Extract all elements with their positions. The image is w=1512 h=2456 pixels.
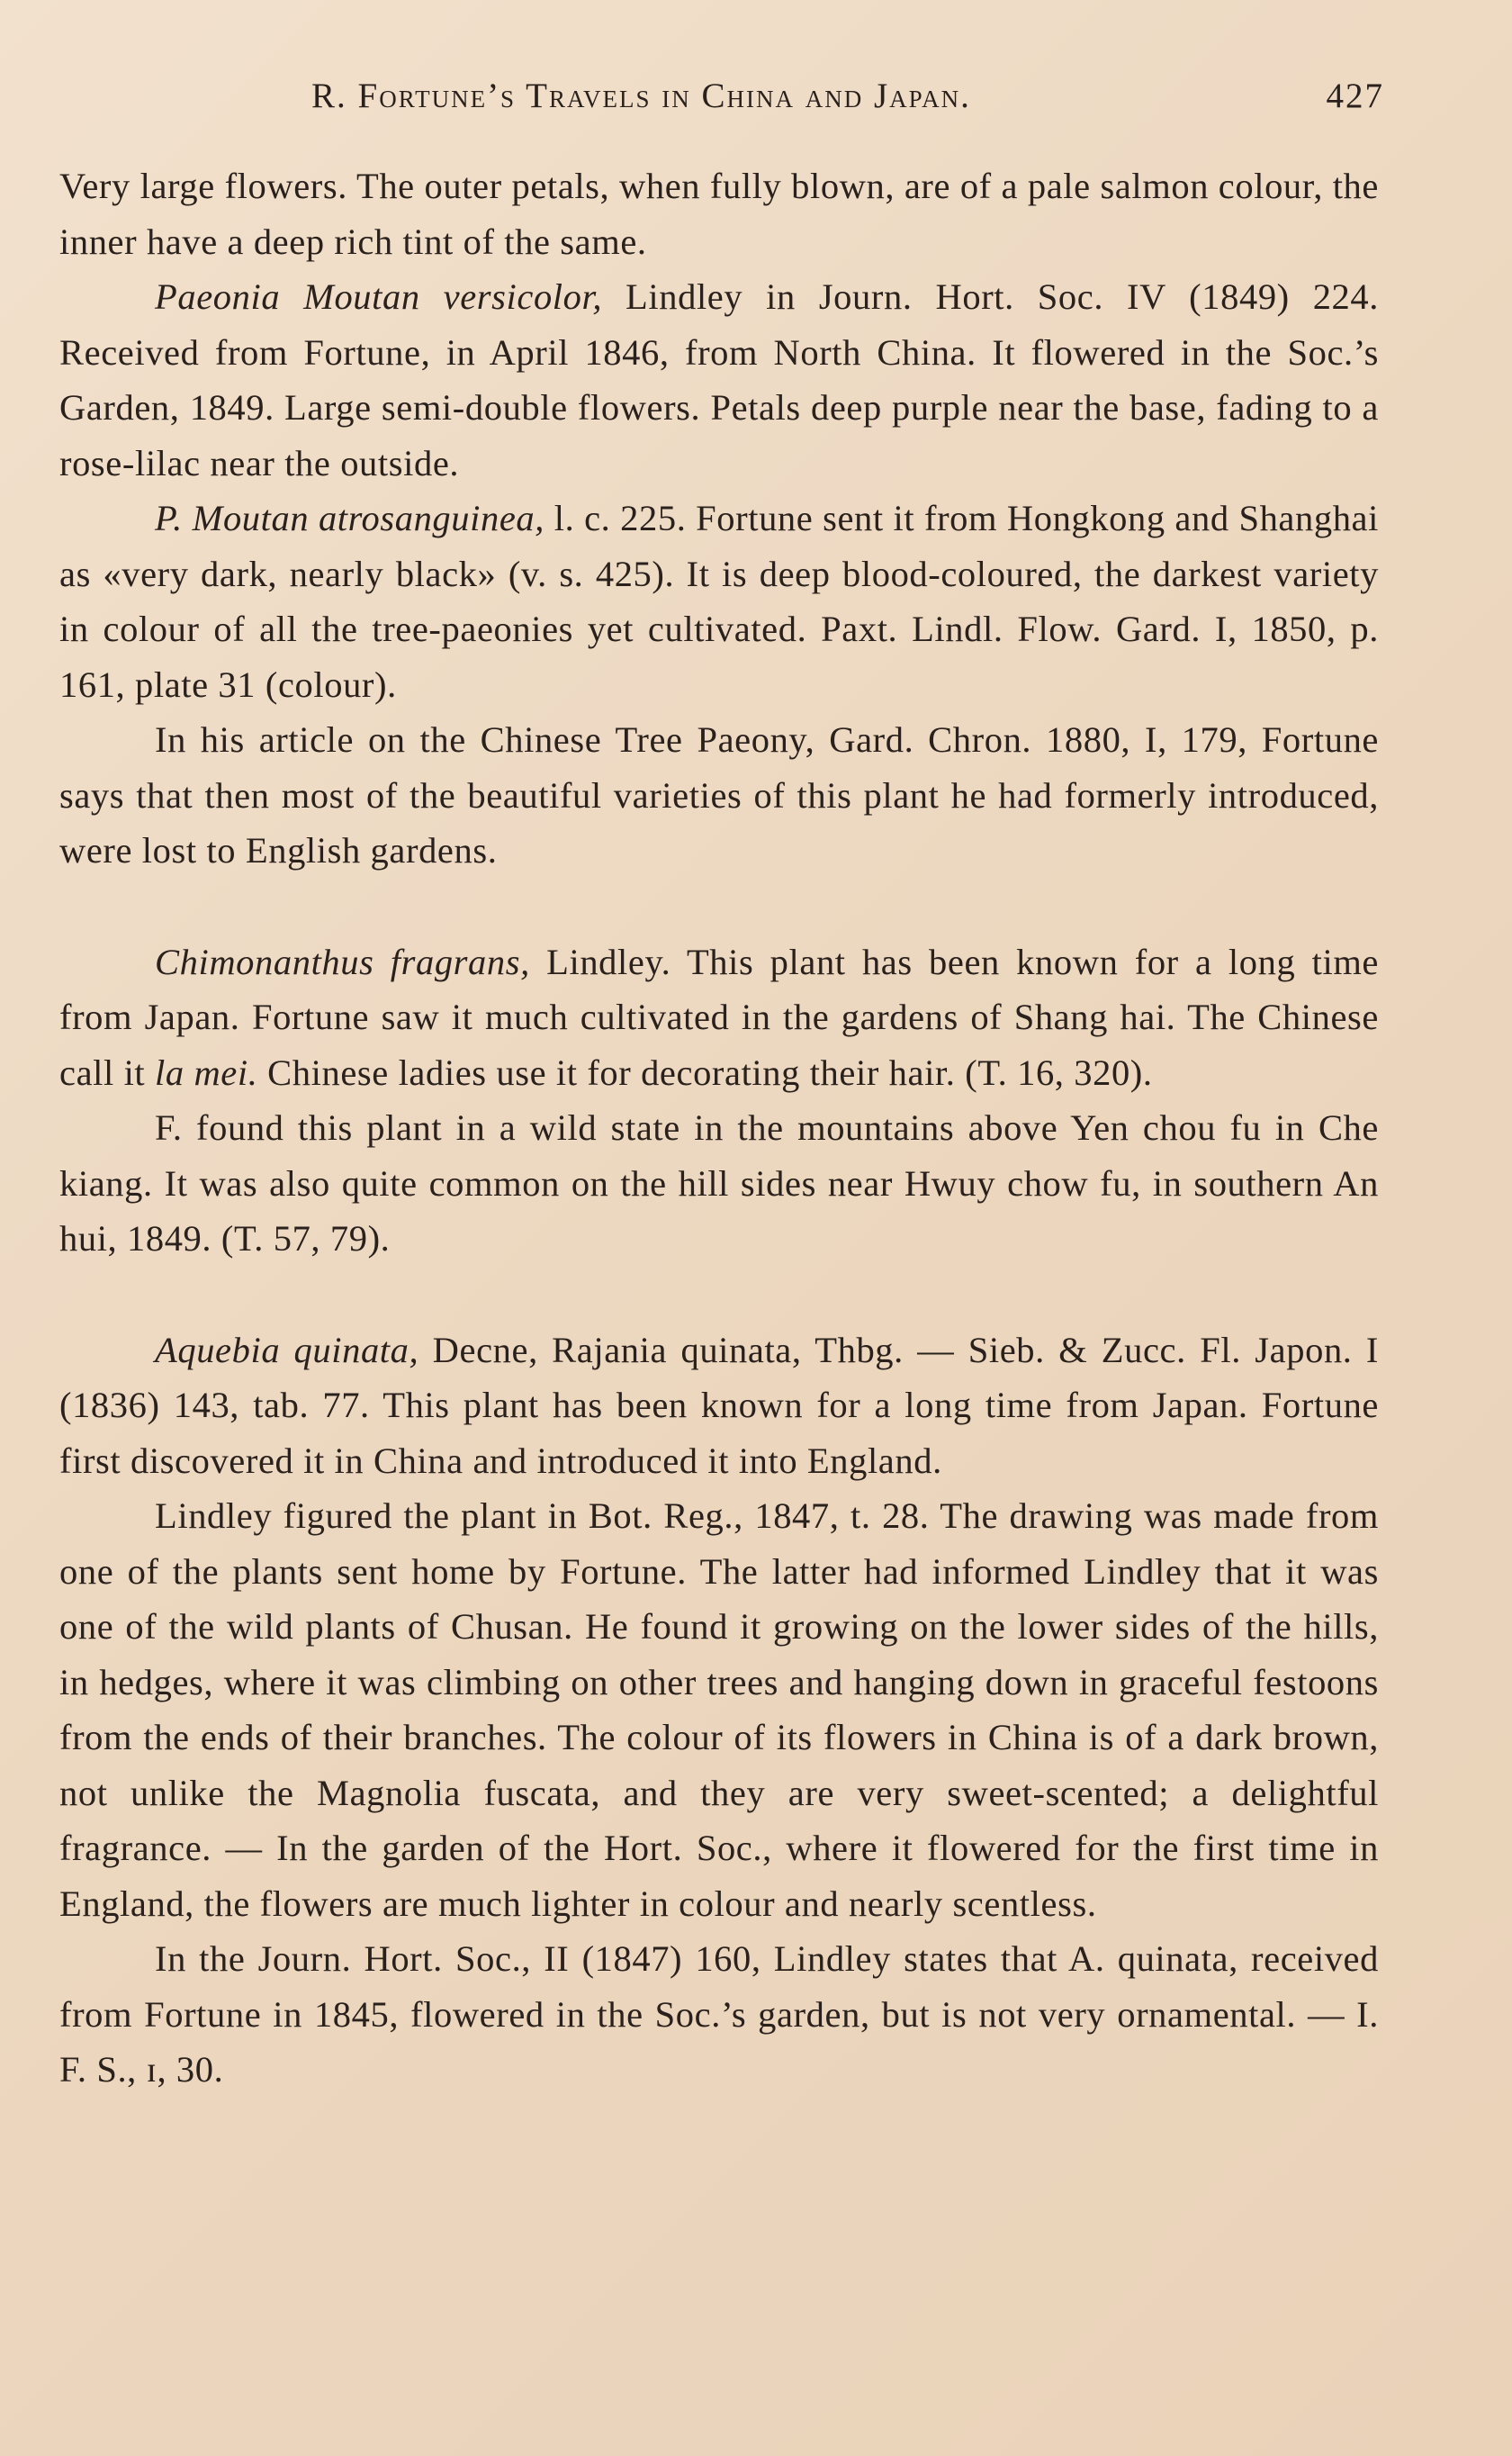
paragraph-lindley-figure bbox=[59, 1488, 1379, 1931]
page-body bbox=[59, 158, 1379, 2098]
text-run: Lindley. This plant has been known for a long time from Japan. Fortune saw it much cultivated in the gardens of Shang hai. The Chinese call it bbox=[59, 941, 1380, 1093]
text-run: F. found this plant in a wild state in the mountains above Yen chou fu in Che kiang. It was also quite common on the hill sides near Hwuy chow fu, in southern An hui, 1849. (T. 57, 79). bbox=[59, 1107, 1379, 1259]
text-run: Lindley in Journ. Hort. Soc. IV (1849) 224. Received from Fortune, in April 1846, from North China. It flowered in the Soc.’s Garden, 1849. Large semi-double flowers. Petals deep purple near the base, fading to a rose-lilac near the outside. bbox=[59, 276, 1379, 483]
text-run: l. c. 225. Fortune sent it from Hongkong and Shanghai as «very dark, nearly black» (v. s. 425). It is deep blood-coloured, the darkest variety in colour of all the tree-paeonies yet cultivated. Paxt. Lindl. Flow. Gard. I, 1850, p. 161, plate 31 (colour). bbox=[59, 498, 1379, 705]
paragraph-tree-paeony-article bbox=[59, 712, 1379, 879]
species-name: Aquebia quinata, bbox=[155, 1329, 419, 1370]
paragraph-paeonia-atrosanguinea bbox=[59, 491, 1379, 712]
paragraph-paeonia-versicolor bbox=[59, 269, 1379, 491]
text-run: In the Journ. Hort. Soc., II (1847) 160, Lindley states that A. quinata, received from Fortune in 1845, flowered in the Soc.’s garden, but is not very ornamental. — I. F. S., ɪ, 30. bbox=[59, 1938, 1379, 2090]
species-name: Chimonanthus fragrans, bbox=[155, 941, 530, 982]
species-name: P. Moutan atrosanguinea, bbox=[155, 498, 544, 538]
text-run: Lindley figured the plant in Bot. Reg., 1847, t. 28. The drawing was made from one of the plants sent home by Fortune. The latter had informed Lindley that it was one of the wild plants of Chusan. He found it growing on the lower sides of the hills, in hedges, where it was climbing on other trees and hanging down in graceful festoons from the ends of their branches. The colour of its flowers in China is of a dark brown, not unlike the Magnolia fuscata, and they are very sweet-scented; a delightful fragrance. — In the garden of the Hort. Soc., where it flowered for the first time in England, the flowers are much lighter in colour and nearly scentless. bbox=[59, 1495, 1379, 1924]
species-name: Paeonia Moutan versicolor, bbox=[155, 276, 603, 317]
paragraph-peony-continuation bbox=[59, 158, 1379, 269]
paragraph-chimonanthus bbox=[59, 935, 1379, 1101]
paragraph-journ-hort-soc bbox=[59, 1931, 1379, 2098]
running-title: R. Fortune’s Travels in China and Japan. bbox=[311, 77, 971, 115]
text-run: In his article on the Chinese Tree Paeony, Gard. Chron. 1880, I, 179, Fortune says that then most of the beautiful varieties of this plant he had formerly introduced, were lost to English gardens. bbox=[59, 719, 1379, 871]
chinese-name: la mei. bbox=[155, 1052, 258, 1093]
text-run: Very large flowers. The outer petals, when fully blown, are of a pale salmon colour, the inner have a deep rich tint of the same. bbox=[59, 166, 1379, 262]
text-run: Decne, Rajania quinata, Thbg. — Sieb. & Zucc. Fl. Japon. I (1836) 143, tab. 77. This plant has been known for a long time from Japan. Fortune first discovered it in China and introduced it into England. bbox=[59, 1329, 1379, 1481]
paragraph-chimonanthus-wild bbox=[59, 1100, 1379, 1267]
paragraph-aquebia bbox=[59, 1323, 1379, 1489]
page-number: 427 bbox=[1326, 77, 1384, 115]
text-run: Chinese ladies use it for decorating their hair. (T. 16, 320). bbox=[257, 1052, 1153, 1093]
page-header bbox=[61, 76, 1384, 126]
